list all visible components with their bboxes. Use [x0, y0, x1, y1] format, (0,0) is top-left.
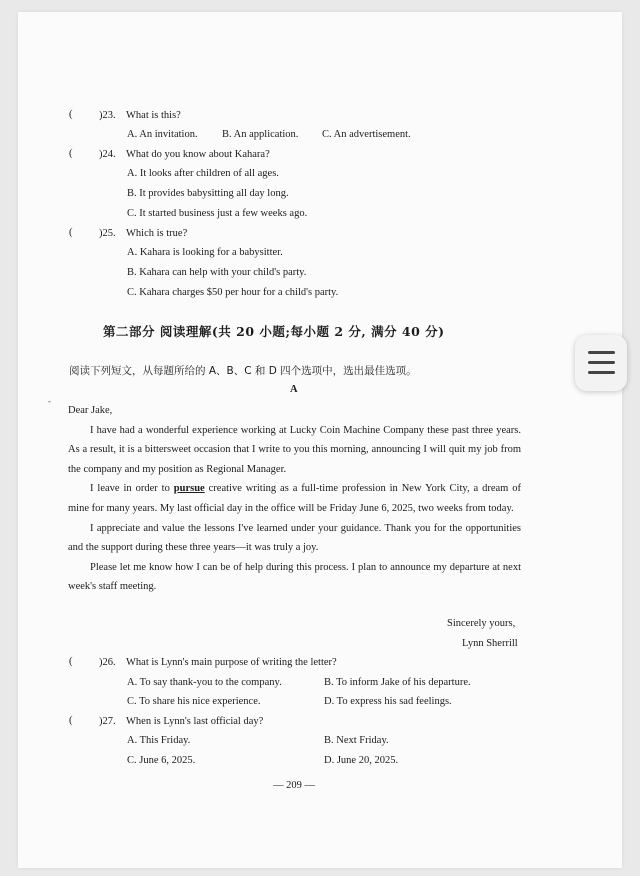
section-instruction: 阅读下列短文，从每题所给的 A、B、C 和 D 四个选项中，选出最佳选项。	[69, 365, 417, 377]
q24-paren: (	[69, 148, 73, 159]
letter-paragraph-3: I appreciate and value the lessons I've learned under your guidance. Thank you for the opportunities and the support during these three years—it was truly a joy.	[68, 522, 521, 554]
letter-paragraph-2	[68, 479, 521, 518]
q24-number: )24.	[99, 149, 116, 160]
q27-option-b: B. Next Friday.	[324, 735, 389, 746]
margin-mark: -	[48, 396, 51, 406]
q25-paren: (	[69, 227, 73, 238]
page-number: — 209 —	[273, 780, 315, 791]
letter-paragraph-1: I have had a wonderful experience working at Lucky Coin Machine Company these past three years. As a result, it is a bittersweet occasion that I write to you this morning, announcing I will quit my job from the company and my position as Regional Manager.	[68, 424, 521, 475]
passage-label: A	[290, 384, 298, 395]
q24-option-a: A. It looks after children of all ages.	[127, 168, 279, 179]
q24-option-c: C. It started business just a few weeks ago.	[127, 208, 308, 219]
q23-option-a: A. An invitation.	[127, 129, 198, 140]
q26-option-a: A. To say thank-you to the company.	[127, 677, 282, 688]
q26-option-d: D. To express his sad feelings.	[324, 696, 452, 707]
q25-option-b: B. Kahara can help with your child's party.	[127, 267, 307, 278]
keyword-pursue: pursue	[173, 483, 205, 495]
q24-question: What do you know about Kahara?	[126, 149, 270, 160]
q25-option-a: A. Kahara is looking for a babysitter.	[127, 247, 283, 258]
q26-number: )26.	[99, 657, 116, 668]
q24-option-b: B. It provides babysitting all day long.	[127, 188, 289, 199]
section-heading: 第二部分 阅读理解(共 20 小题;每小题 2 分, 满分 40 分)	[103, 324, 445, 339]
menu-button[interactable]	[575, 335, 627, 391]
letter-paragraph-4: Please let me know how I can be of help during this process. I plan to announce my departure at next week's staff meeting.	[68, 561, 521, 593]
q23-option-b: B. An application.	[222, 129, 299, 140]
q25-option-c: C. Kahara charges $50 per hour for a child's party.	[127, 287, 339, 298]
q26-option-c: C. To share his nice experience.	[127, 696, 261, 707]
q27-option-a: A. This Friday.	[127, 735, 191, 746]
letter-greeting: Dear Jake,	[68, 405, 113, 416]
q27-option-d: D. June 20, 2025.	[324, 755, 399, 766]
p2-before: I leave in order to	[90, 483, 174, 495]
q23-option-c: C. An advertisement.	[322, 129, 411, 140]
q25-question: Which is true?	[126, 228, 188, 239]
p2-after: creative writing as a full-time profession in New York City, a dream of mine for many years. My last official day in the office will be Friday June 6, 2025, two weeks from today.	[68, 483, 521, 514]
q27-paren: (	[69, 715, 73, 726]
q26-question: What is Lynn's main purpose of writing the letter?	[126, 657, 337, 668]
letter-signature: Lynn Sherrill	[462, 638, 518, 649]
letter-body	[68, 401, 521, 597]
q26-paren: (	[69, 656, 73, 667]
q26-option-b: B. To inform Jake of his departure.	[324, 677, 471, 688]
q25-number: )25.	[99, 228, 116, 239]
q27-option-c: C. June 6, 2025.	[127, 755, 196, 766]
q27-question: When is Lynn's last official day?	[126, 716, 264, 727]
letter-closing: Sincerely yours,	[447, 618, 516, 629]
q27-number: )27.	[99, 716, 116, 727]
q23-question: What is this?	[126, 110, 181, 121]
q23-number: )23.	[99, 110, 116, 121]
q23-paren: (	[69, 109, 73, 120]
